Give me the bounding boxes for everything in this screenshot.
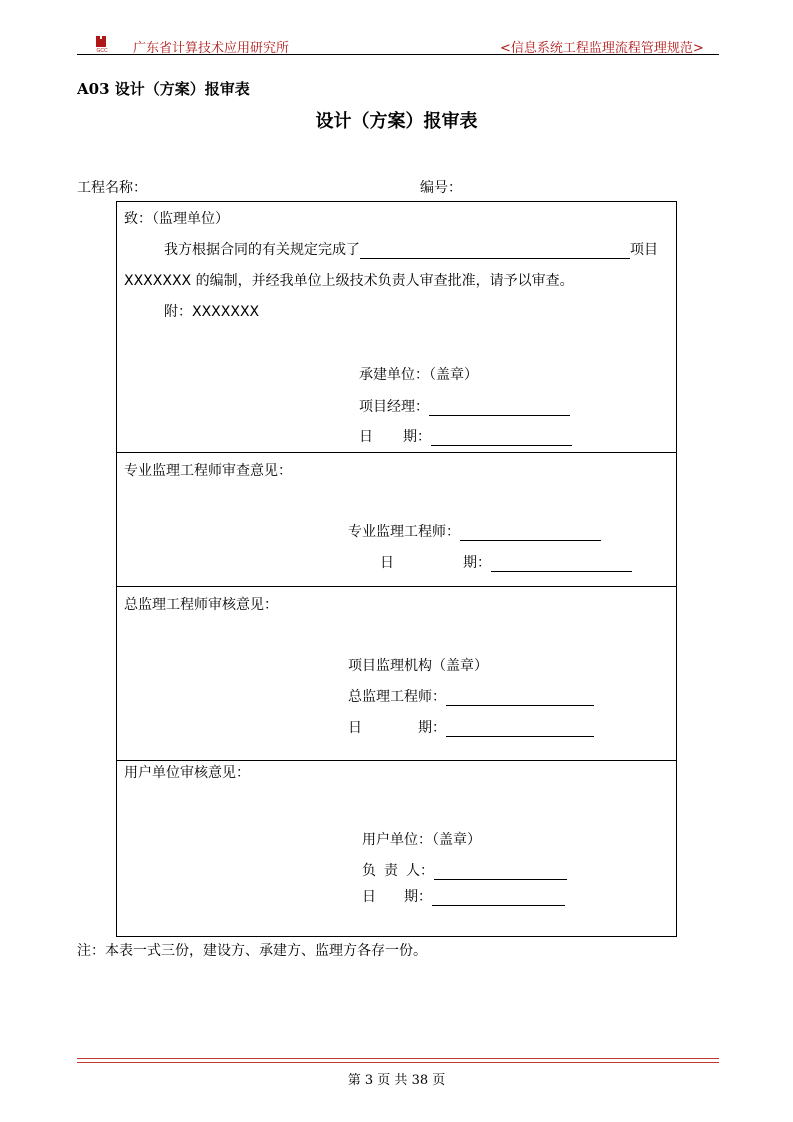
project-name-label: 工程名称： <box>77 180 147 196</box>
section-heading: A03 设计（方案）报审表 <box>77 80 250 98</box>
page-mid: 页 共 <box>377 1073 408 1088</box>
current-page: 3 <box>364 1073 374 1088</box>
page-number <box>0 1069 793 1088</box>
blank-specialist-engineer <box>460 526 601 541</box>
resp-char-1: 负 <box>362 863 376 879</box>
header-divider <box>77 54 719 55</box>
completion-prefix: 我方根据合同的有关规定完成了 <box>164 242 360 258</box>
resp-char-2: 责 <box>384 863 398 879</box>
contractor-seal: 承建单位：（盖章） <box>359 367 478 383</box>
project-manager-line <box>359 396 570 416</box>
user-review-heading: 用户单位审核意见： <box>124 765 250 781</box>
supervision-org-seal: 项目监理机构（盖章） <box>348 658 488 674</box>
row-divider-1 <box>116 452 677 453</box>
chief-engineer-line <box>348 686 594 706</box>
number-label: 编号： <box>420 180 462 196</box>
date-label: 期： <box>404 889 432 905</box>
blank-date-1 <box>431 431 572 446</box>
completion-line <box>164 239 658 259</box>
to-supervision-unit: 致：（监理单位） <box>124 211 229 227</box>
resp-char-3: 人： <box>406 863 434 879</box>
date-line-2 <box>380 552 632 572</box>
blank-responsible-person <box>434 865 567 880</box>
date-label: 期： <box>403 429 431 445</box>
specialist-engineer-label: 专业监理工程师： <box>348 524 460 540</box>
header-organization: 广东省计算技术应用研究所 <box>133 41 290 56</box>
footer-divider-top <box>77 1058 719 1059</box>
date-label: 期： <box>418 720 446 736</box>
page-prefix: 第 <box>347 1073 361 1088</box>
blank-chief-engineer <box>446 691 594 706</box>
project-manager-label: 项目经理： <box>359 399 429 415</box>
blank-date-2 <box>491 557 632 572</box>
footer-divider-bottom <box>77 1062 719 1063</box>
blank-project-manager <box>429 401 570 416</box>
date-line-1 <box>359 426 572 446</box>
responsible-person-line <box>362 860 567 880</box>
blank-date-4 <box>432 891 565 906</box>
specialist-review-heading: 专业监理工程师审查意见： <box>124 463 292 479</box>
user-unit-seal: 用户单位：（盖章） <box>362 832 481 848</box>
row-divider-2 <box>116 586 677 587</box>
chief-engineer-label: 总监理工程师： <box>348 689 446 705</box>
logo-text: GCC <box>96 48 108 53</box>
completion-suffix: 项目 <box>630 242 658 258</box>
attachment: 附：XXXXXXX <box>164 304 260 320</box>
total-pages: 38 <box>411 1073 429 1088</box>
blank-project-name <box>360 244 630 259</box>
date-day-char: 日 <box>362 889 376 905</box>
date-label: 期： <box>463 555 491 571</box>
chief-review-heading: 总监理工程师审核意见： <box>124 597 278 613</box>
approval-statement: XXXXXXX 的编制，并经我单位上级技术负责人审查批准，请予以审查。 <box>124 273 574 289</box>
date-line-3 <box>348 717 594 737</box>
header-document-title: <信息系统工程监理流程管理规范> <box>500 41 704 56</box>
page-suffix: 页 <box>432 1073 446 1088</box>
specialist-engineer-line <box>348 521 601 541</box>
date-line-4 <box>362 886 565 906</box>
form-title: 设计（方案）报审表 <box>315 111 478 132</box>
gcc-logo <box>93 35 111 53</box>
blank-date-3 <box>446 722 594 737</box>
row-divider-3 <box>116 760 677 761</box>
date-day-char: 日 <box>348 720 362 736</box>
date-day-char: 日 <box>359 429 373 445</box>
date-day-char: 日 <box>380 555 394 571</box>
footnote: 注：本表一式三份，建设方、承建方、监理方各存一份。 <box>77 943 427 959</box>
